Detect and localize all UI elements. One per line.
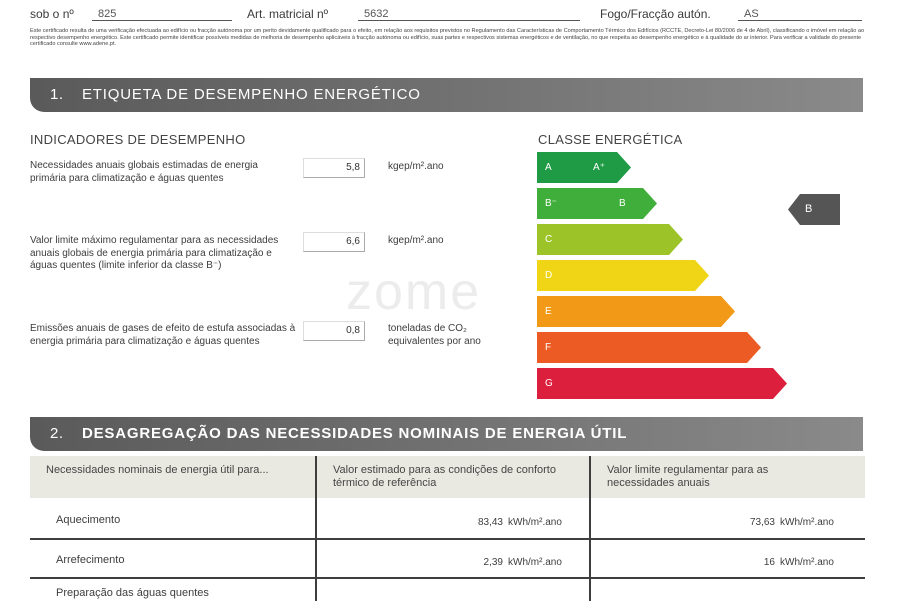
fogo-label: Fogo/Fracção autón. bbox=[600, 7, 711, 21]
row-aquecimento-limite: 73,63 bbox=[749, 517, 775, 528]
fogo-underline bbox=[738, 20, 862, 21]
energy-band-label: E bbox=[545, 306, 552, 317]
energy-band-arrow-icon bbox=[537, 224, 683, 255]
fogo-value: AS bbox=[744, 8, 759, 20]
table-divider bbox=[30, 577, 865, 579]
current-class-indicator bbox=[788, 194, 840, 225]
table-header-col3-text: Valor limite regulamentar para as necessidades anuais bbox=[607, 464, 769, 489]
section1-bar bbox=[30, 78, 863, 112]
row-arrefecimento-estimado: 2,39 bbox=[483, 557, 503, 568]
row-aquecimento-estimado-unit: kWh/m².ano bbox=[508, 517, 562, 528]
table-header-col1 bbox=[30, 456, 315, 498]
watermark: zome bbox=[346, 263, 482, 321]
artigo-underline bbox=[358, 20, 580, 21]
row-arrefecimento-limite-unit: kWh/m².ano bbox=[780, 557, 834, 568]
energy-band-2 bbox=[537, 188, 657, 219]
artigo-label: Art. matricial nº bbox=[247, 7, 329, 21]
energy-band-label: B⁻ bbox=[545, 198, 557, 209]
section2-bar bbox=[30, 417, 863, 451]
indicators-heading: INDICADORES DE DESEMPENHO bbox=[30, 132, 246, 147]
indicator-1-description: Necessidades anuais globais estimadas de energia primária para climatização e águas quentes bbox=[30, 160, 258, 184]
indicator-2-unit: kgep/m².ano bbox=[388, 235, 444, 246]
energy-band-label: F bbox=[545, 342, 552, 353]
row-aguas-quentes-label: Preparação das águas quentes bbox=[56, 587, 209, 599]
section2-title: DESAGREGAÇÃO DAS NECESSIDADES NOMINAIS DE ENERGIA ÚTIL bbox=[82, 425, 628, 442]
energy-band-arrow-icon bbox=[537, 368, 787, 399]
energy-band-arrow-icon bbox=[537, 332, 761, 363]
table-divider bbox=[30, 538, 865, 540]
row-aquecimento-label: Aquecimento bbox=[56, 514, 121, 526]
energy-band-1 bbox=[537, 152, 631, 183]
section1-number: 1. bbox=[50, 86, 64, 103]
row-arrefecimento-estimado-unit: kWh/m².ano bbox=[508, 557, 562, 568]
energy-band-label: G bbox=[545, 378, 553, 389]
section1-title: ETIQUETA DE DESEMPENHO ENERGÉTICO bbox=[82, 86, 421, 103]
table-header-col2-text: Valor estimado para as condições de conforto térmico de referência bbox=[333, 464, 556, 489]
indicator-2-value-box bbox=[303, 232, 365, 252]
sobo-value: 825 bbox=[98, 8, 117, 20]
energy-band-3 bbox=[537, 224, 683, 255]
indicator-1-value: 5,8 bbox=[346, 162, 360, 173]
energy-band-6 bbox=[537, 332, 761, 363]
indicator-1-unit: kgep/m².ano bbox=[388, 161, 444, 172]
row-aquecimento-limite-unit: kWh/m².ano bbox=[780, 517, 834, 528]
row-arrefecimento-limite: 16 bbox=[763, 557, 775, 568]
indicator-3-description: Emissões anuais de gases de efeito de estufa associadas à energia primária para climatização e águas quentes bbox=[30, 323, 296, 347]
energy-band-label: A bbox=[545, 162, 552, 173]
row-arrefecimento-label: Arrefecimento bbox=[56, 554, 125, 566]
sobo-underline bbox=[92, 20, 232, 21]
sobo-label: sob o nº bbox=[30, 7, 74, 21]
energy-band-label: C bbox=[545, 234, 553, 245]
section2-number: 2. bbox=[50, 425, 64, 442]
indicator-2-description: Valor limite máximo regulamentar para as necessidades anuais globais de energia primária para climatização e águas quentes (limite inferior da classe B⁻) bbox=[30, 235, 279, 271]
energy-band-arrow-icon bbox=[537, 296, 735, 327]
current-class-label: B bbox=[805, 203, 813, 215]
legal-text: Este certificado resulta de uma verificação efectuada ao edifício ou fracção autónoma por um perito devidamente qualificado para o efeito, em relação aos requisitos previstos no Regulamento das Características de Comportamento Térmico dos Edifícios (RCCTE, Decreto-Lei 80/2006 de 4 de Abril), classificando o imóvel em relação ao respectivo desempenho energético. Este certificado permite identificar possíveis medidas de melhoria de desempenho aplicáveis à fracção autónoma ou edifício, suas partes e respectivos sistemas energéticos e de ventilação, no que respeita ao desempenho energético e à qualidade do ar interior. Para verificar a validade do presente certificado consulte www.adene.pt. bbox=[30, 28, 865, 47]
table-divider bbox=[589, 456, 591, 601]
artigo-value: 5632 bbox=[364, 8, 389, 20]
table-divider bbox=[315, 456, 317, 601]
table-header-col1-text: Necessidades nominais de energia útil para... bbox=[46, 464, 269, 476]
indicator-3-unit: toneladas de CO₂ equivalentes por ano bbox=[388, 323, 481, 347]
current-class-arrow-icon bbox=[788, 194, 840, 225]
class-heading: CLASSE ENERGÉTICA bbox=[538, 132, 683, 147]
row-aquecimento-estimado: 83,43 bbox=[477, 517, 503, 528]
energy-band-5 bbox=[537, 296, 735, 327]
energy-band-label-secondary: A⁺ bbox=[593, 162, 605, 173]
energy-band-label-secondary: B bbox=[619, 198, 626, 209]
indicator-3-value: 0,8 bbox=[346, 325, 360, 336]
table-header-col3 bbox=[591, 456, 865, 498]
indicator-3-value-box bbox=[303, 321, 365, 341]
indicator-2-value: 6,6 bbox=[346, 236, 360, 247]
energy-band-4 bbox=[537, 260, 709, 291]
energy-band-arrow-icon bbox=[537, 260, 709, 291]
energy-band-7 bbox=[537, 368, 787, 399]
indicator-1-value-box bbox=[303, 158, 365, 178]
table-header-col2 bbox=[317, 456, 589, 498]
energy-band-label: D bbox=[545, 270, 553, 281]
